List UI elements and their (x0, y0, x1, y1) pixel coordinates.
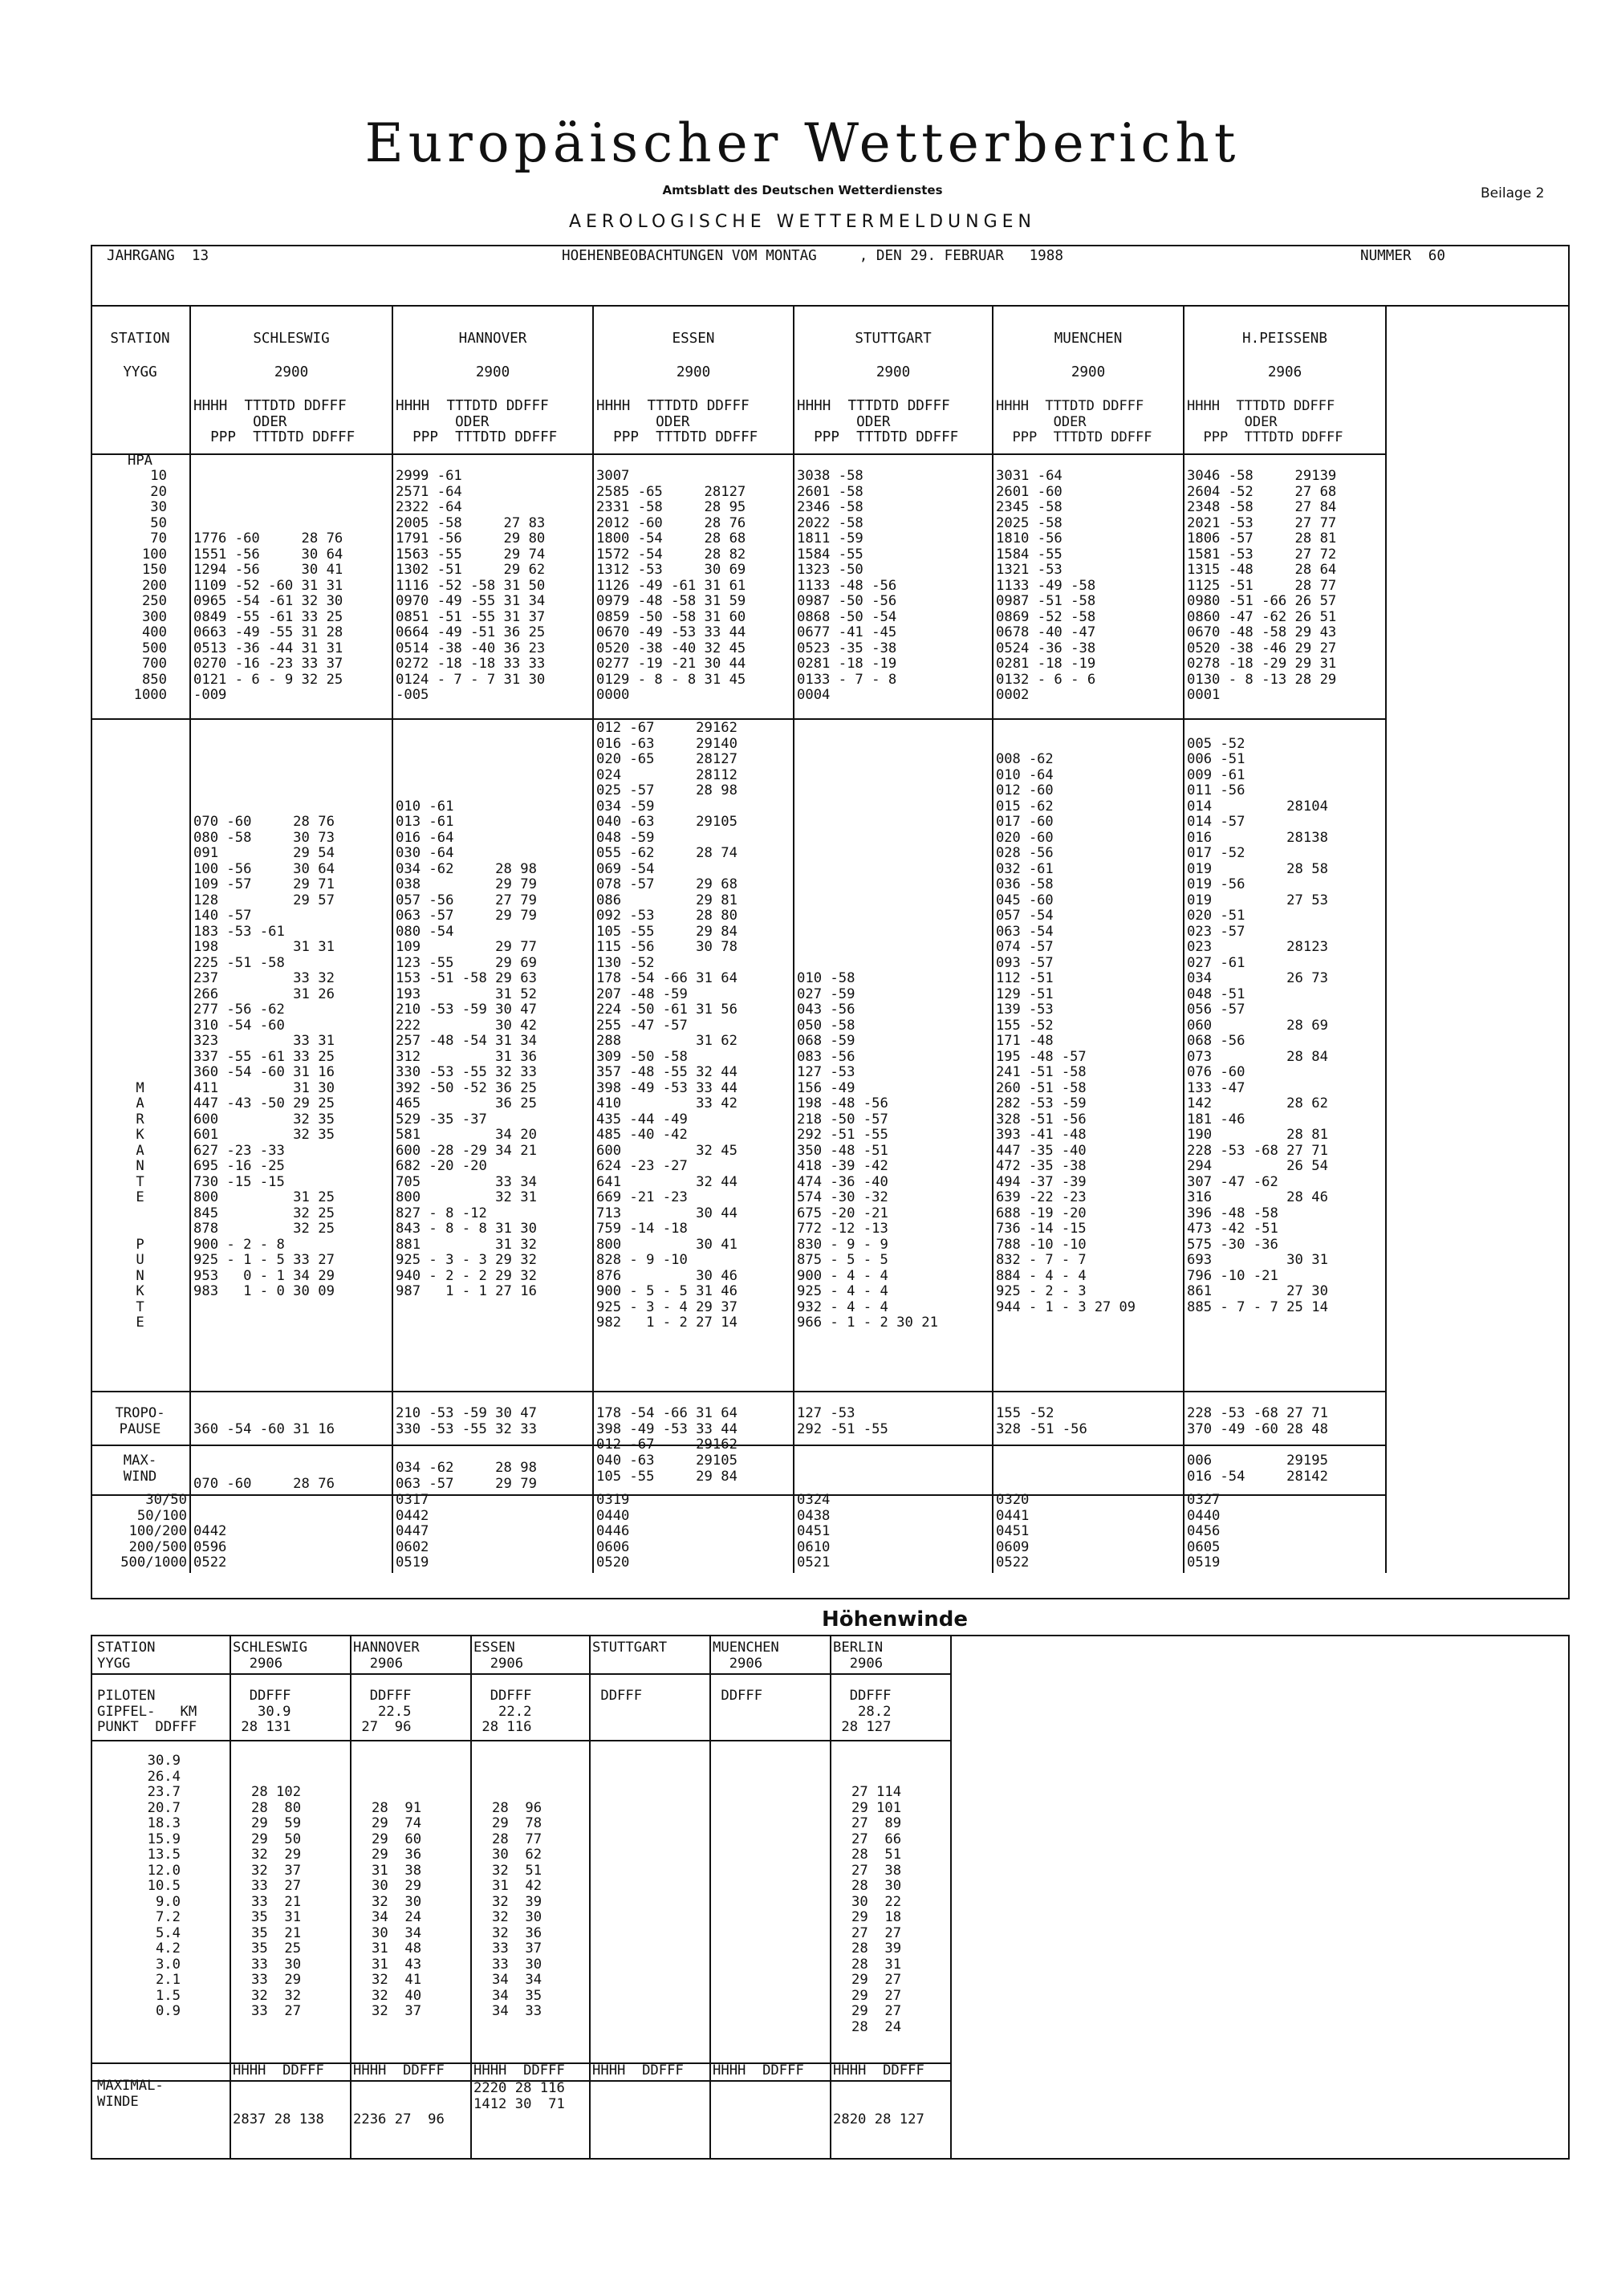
standard-levels: 2999 -61 2571 -64 2322 -64 2005 -58 27 83 1791 -56 29 80 1563 -55 29 74 1302 -51 29 62 1116 -52 -58 31 50 0970 -49 -55 31 34 0851 -51 -55 31 37 0664 -49 -51 36 25 0514 -38 -40 36 23 0272 -18 -18 33 33 0124 - 7 - 7 31 30 -005 (396, 468, 546, 703)
thickness-data: 0317 0442 0447 0602 0519 (396, 1492, 429, 1571)
hw-station-name: MUENCHEN 2906 (713, 1640, 779, 1672)
hw-station-name: STUTTGART (592, 1640, 668, 1656)
station-yygg: 2900 (1071, 364, 1106, 380)
column-head: HHHH TTTDTD DDFFF ODER PPP TTTDTD DDFFF (797, 398, 959, 445)
station-name: H.PEISSENB (1242, 331, 1327, 347)
tropopause-label: TROPO- PAUSE (115, 1405, 165, 1437)
hw-hhhh-ddfff: HHHH DDFFF (713, 2062, 804, 2079)
station-yygg: 2900 (274, 364, 309, 380)
thickness-data: 0442 0596 0522 (193, 1523, 227, 1571)
station-yygg: 2900 (676, 364, 711, 380)
hw-hhhh-ddfff: HHHH DDFFF (233, 2062, 324, 2079)
station-name: SCHLESWIG (253, 331, 330, 347)
station-name: MUENCHEN (1054, 331, 1123, 347)
maxwind-data: 006 29195 016 -54 28142 (1187, 1453, 1328, 1485)
significant-points-label: M A R K A N T E P U N K T E (136, 1079, 144, 1331)
hw-hhhh-ddfff: HHHH DDFFF (473, 2062, 565, 2079)
hw-pilot: DDFFF 22.5 27 96 (361, 1688, 412, 1735)
column-head: HHHH TTTDTD DDFFF ODER PPP TTTDTD DDFFF (1187, 398, 1343, 445)
tropopause-data: 210 -53 -59 30 47 330 -53 -55 32 33 (396, 1405, 537, 1437)
standard-levels: 3046 -58 29139 2604 -52 27 68 2348 -58 27 84 2021 -53 27 77 1806 -57 28 81 1581 -53 27 72 1315 -48 28 64 1125 -51 28 77 0980 -51 -66 26 57 0860 -47 -62 26 51 0670 -48 -58 29 43 0520 -38 -46 29 27 0278 -18 -29 29 31 0130 - 8 -13 28 29 0001 (1187, 468, 1337, 703)
maxwind-data: 070 -60 28 76 (193, 1475, 335, 1492)
hpa-label: HPA (127, 453, 153, 469)
tropopause-data: 178 -54 -66 31 64 398 -49 -53 33 44 012 -67 29162 (596, 1405, 737, 1453)
hoehenwinde-title: Höhenwinde (822, 1607, 968, 1632)
significant-levels: 070 -60 28 76 080 -58 30 73 091 29 54 100 -56 30 64 109 -57 29 71 128 29 57 140 -57 183 -53 -61 198 31 31 225 -51 -58 237 33 32 266 31 26 277 -56 -62 310 -54 -60 323 33 31 337 -55 -61 33 25 360 -54 -60 31 16 411 31 30 447 -43 -50 29 25 600 32 35 601 32 35 627 -23 -33 695 -16 -25 730 -15 -15 800 31 25 845 32 25 878 32 25 900 - 2 - 8 925 - 1 - 5 33 27 953 0 - 1 34 29 983 1 - 0 30 09 (193, 814, 335, 1299)
hw-winds: 28 96 29 78 28 77 30 62 32 51 31 42 32 39 32 30 32 36 33 37 33 30 34 34 34 35 34 33 (492, 1799, 542, 2019)
significant-levels: 005 -52 006 -51 009 -61 011 -56 014 28104 014 -57 016 28138 017 -52 019 28 58 019 -56 019 27 53 020 -51 023 -57 023 28123 027 -61 034 26 73 048 -51 056 -57 060 28 69 068 -56 073 28 84 076 -60 133 -47 142 28 62 181 -46 190 28 81 228 -53 -68 27 71 294 26 54 307 -47 -62 316 28 46 396 -48 -58 473 -42 -51 575 -30 -36 693 30 31 796 -10 -21 861 27 30 885 - 7 - 7 25 14 (1187, 735, 1328, 1315)
pressure-levels: 10 20 30 50 70 100 150 200 250 300 400 500 700 850 1000 (133, 468, 167, 703)
standard-levels: 1776 -60 28 76 1551 -56 30 64 1294 -56 30 41 1109 -52 -60 31 31 0965 -54 -61 32 30 0849 -55 -61 33 25 0663 -49 -55 31 28 0513 -36 -44 31 31 0270 -16 -23 33 37 0121 - 6 - 9 32 25 -009 (193, 530, 343, 703)
hw-winds: 27 114 29 101 27 89 27 66 28 51 27 38 28 30 30 22 29 18 27 27 28 39 28 31 29 27 29 27 29 27 28 24 (851, 1784, 902, 2035)
supplement-label: Beilage 2 (1481, 185, 1545, 201)
hw-winds: 28 91 29 74 29 60 29 36 31 38 30 29 32 30 34 24 30 34 31 48 31 43 32 41 32 40 32 37 (372, 1799, 422, 2019)
jahrgang: JAHRGANG 13 (107, 248, 209, 264)
hw-pilot: DDFFF (713, 1688, 763, 1704)
thickness-labels: 30/50 50/100 100/200 200/500 500/1000 (120, 1492, 187, 1571)
hw-hhhh-ddfff: HHHH DDFFF (592, 2062, 684, 2079)
significant-levels: 008 -62 010 -64 012 -60 015 -62 017 -60 020 -60 028 -56 032 -61 036 -58 045 -60 057 -54 063 -54 074 -57 093 -57 112 -51 129 -51 139 -53 155 -52 171 -48 195 -48 -57 241 -51 -58 260 -51 -58 282 -53 -59 328 -51 -56 393 -41 -48 447 -35 -40 472 -35 -38 494 -37 -39 639 -22 -23 688 -19 -20 736 -14 -15 788 -10 -10 832 - 7 - 7 884 - 4 - 4 925 - 2 - 3 944 - 1 - 3 27 09 (996, 751, 1136, 1315)
tropopause-data: 155 -52 328 -51 -56 (996, 1405, 1087, 1437)
significant-levels: 010 -58 027 -59 043 -56 050 -58 068 -59 083 -56 127 -53 156 -49 198 -48 -56 218 -50 -57 292 -51 -55 350 -48 -51 418 -39 -42 474 -36 -40 574 -30 -32 675 -20 -21 772 -12 -13 830 - 9 - 9 875 - 5 - 5 900 - 4 - 4 925 - 4 - 4 932 - 4 - 4 966 - 1 - 2 30 21 (797, 970, 938, 1331)
standard-levels: 3038 -58 2601 -58 2346 -58 2022 -58 1811 -59 1584 -55 1323 -50 1133 -48 -56 0987 -50 -56 0868 -50 -54 0677 -41 -45 0523 -35 -38 0281 -18 -19 0133 - 7 - 8 0004 (797, 468, 897, 703)
tropopause-data: 360 -54 -60 31 16 (193, 1420, 335, 1437)
significant-levels: 010 -61 013 -61 016 -64 030 -64 034 -62 28 98 038 29 79 057 -56 27 79 063 -57 29 79 080 -54 109 29 77 123 -55 29 69 153 -51 -58 29 63 193 31 52 210 -53 -59 30 47 222 30 42 257 -48 -54 31 34 312 31 36 330 -53 -55 32 33 392 -50 -52 36 25 465 36 25 529 -35 -37 581 34 20 600 -28 -29 34 21 682 -20 -20 705 33 34 800 32 31 827 - 8 -12 843 - 8 - 8 31 30 881 31 32 925 - 3 - 3 29 32 940 - 2 - 2 29 32 987 1 - 1 27 16 (396, 798, 537, 1299)
column-head: HHHH TTTDTD DDFFF ODER PPP TTTDTD DDFFF (193, 398, 356, 445)
column-head: HHHH TTTDTD DDFFF ODER PPP TTTDTD DDFFF (396, 398, 558, 445)
hw-hhhh-ddfff: HHHH DDFFF (833, 2062, 924, 2079)
thickness-data: 0324 0438 0451 0610 0521 (797, 1492, 831, 1571)
thickness-data: 0320 0441 0451 0609 0522 (996, 1492, 1030, 1571)
hw-pilot: DDFFF 28.2 28 127 (841, 1688, 892, 1735)
hw-station-label: STATION YYGG (97, 1640, 156, 1672)
hw-station-name: SCHLESWIG 2906 (233, 1640, 308, 1672)
station-name: STUTTGART (855, 331, 932, 347)
hw-pilot: DDFFF 22.2 28 116 (482, 1688, 532, 1735)
hw-hhhh-ddfff: HHHH DDFFF (353, 2062, 445, 2079)
hw-winds: 28 102 28 80 29 59 29 50 32 29 32 37 33 27 33 21 35 31 35 21 35 25 33 30 33 29 32 32 33 27 (251, 1784, 302, 2019)
hw-station-name: HANNOVER 2906 (353, 1640, 420, 1672)
hw-max: 2837 28 138 (233, 2111, 324, 2127)
significant-levels: 012 -67 29162 016 -63 29140 020 -65 28127 024 28112 025 -57 28 98 034 -59 040 -63 29105 048 -59 055 -62 28 74 069 -54 078 -57 29 68 086 29 81 092 -53 28 80 105 -55 29 84 115 -56 30 78 130 -52 178 -54 -66 31 64 207 -48 -59 224 -50 -61 31 56 255 -47 -57 288 31 62 309 -50 -58 357 -48 -55 32 44 398 -49 -53 33 44 410 33 42 435 -44 -49 485 -40 -42 600 32 45 624 -23 -27 641 32 44 669 -21 -23 713 30 44 759 -14 -18 800 30 41 828 - 9 -10 876 30 46 900 - 5 - 5 31 46 925 - 3 - 4 29 37 982 1 - 2 27 14 (596, 720, 737, 1331)
hw-piloten-label: PILOTEN GIPFEL- KM PUNKT DDFFF (97, 1688, 197, 1735)
station-yygg: 2900 (876, 364, 911, 380)
station-label: STATION (110, 331, 170, 347)
hw-max: 2220 28 116 1412 30 71 (473, 2080, 565, 2112)
station-name: ESSEN (672, 331, 715, 347)
standard-levels: 3031 -64 2601 -60 2345 -58 2025 -58 1810 -56 1584 -55 1321 -53 1133 -49 -58 0987 -51 -58 0869 -52 -58 0678 -40 -47 0524 -36 -38 0281 -18 -19 0132 - 6 - 6 0002 (996, 468, 1096, 703)
standard-levels: 3007 2585 -65 28127 2331 -58 28 95 2012 -60 28 76 1800 -54 28 68 1572 -54 28 82 1312 -53 30 69 1126 -49 -61 31 61 0979 -48 -58 31 59 0859 -50 -58 31 60 0670 -49 -53 33 44 0520 -38 -40 32 45 0277 -19 -21 30 44 0129 - 8 - 8 31 45 0000 (596, 468, 746, 703)
thickness-data: 0319 0440 0446 0606 0520 (596, 1492, 630, 1571)
hw-maxwinde-label: MAXIMAL- WINDE (97, 2078, 164, 2110)
section-title: AEROLOGISCHE WETTERMELDUNGEN (568, 212, 1036, 232)
hw-max: 2236 27 96 (353, 2111, 445, 2127)
hw-pilot: DDFFF (592, 1688, 643, 1704)
station-name: HANNOVER (458, 331, 527, 347)
maxwind-label: MAX- WIND (123, 1453, 157, 1485)
page-title: Europäischer Wetterbericht (364, 112, 1241, 174)
station-yygg: 2906 (1267, 364, 1302, 380)
column-head: HHHH TTTDTD DDFFF ODER PPP TTTDTD DDFFF (996, 398, 1152, 445)
issue-number: NUMMER 60 (1360, 248, 1445, 264)
column-head: HHHH TTTDTD DDFFF ODER PPP TTTDTD DDFFF (596, 398, 758, 445)
yygg-label: YYGG (123, 364, 157, 380)
thickness-data: 0327 0440 0456 0605 0519 (1187, 1492, 1221, 1571)
hw-heights: 30.9 26.4 23.7 20.7 18.3 15.9 13.5 12.0 10.5 9.0 7.2 5.4 4.2 3.0 2.1 1.5 0.9 (147, 1753, 181, 2019)
hw-pilot: DDFFF 30.9 28 131 (241, 1688, 291, 1735)
observation-heading: HOEHENBEOBACHTUNGEN VOM MONTAG , DEN 29. FEBRUAR 1988 (562, 248, 1063, 264)
station-yygg: 2900 (475, 364, 510, 380)
hw-station-name: ESSEN 2906 (473, 1640, 524, 1672)
tropopause-data: 127 -53 292 -51 -55 (797, 1405, 888, 1437)
maxwind-data: 040 -63 29105 105 -55 29 84 (596, 1453, 737, 1485)
hw-max: 2820 28 127 (833, 2111, 924, 2127)
maxwind-data: 034 -62 28 98 063 -57 29 79 (396, 1460, 537, 1492)
tropopause-data: 228 -53 -68 27 71 370 -49 -60 28 48 (1187, 1405, 1328, 1437)
hw-station-name: BERLIN 2906 (833, 1640, 884, 1672)
subtitle: Amtsblatt des Deutschen Wetterdienstes (662, 183, 943, 197)
